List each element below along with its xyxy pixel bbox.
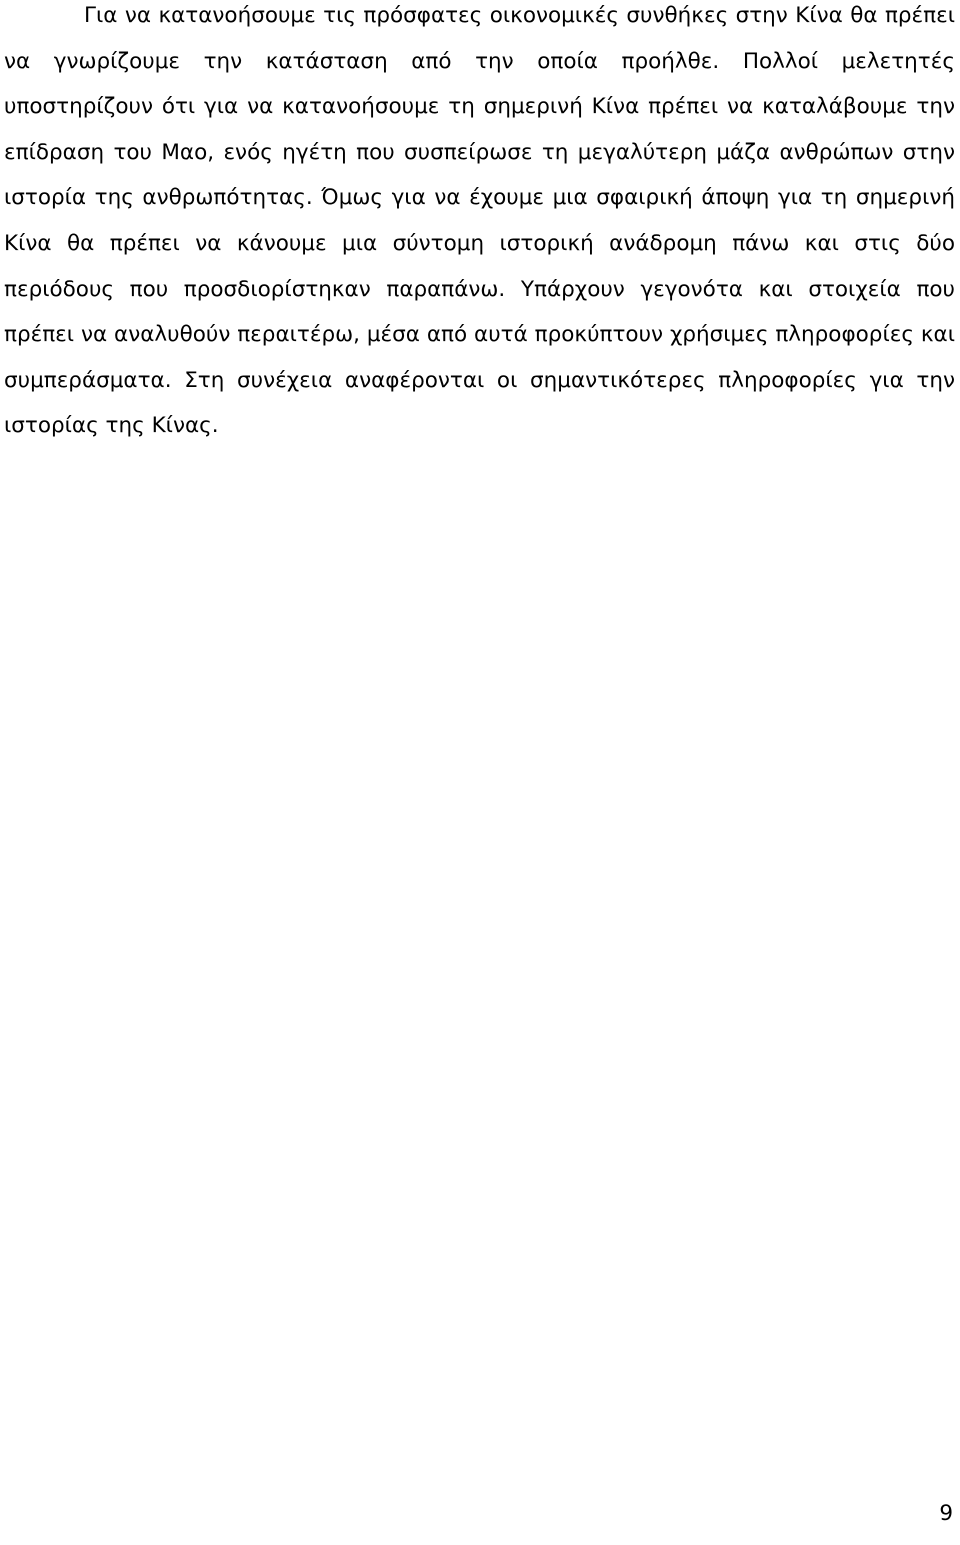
page-number: 9 [939, 1501, 953, 1526]
body-paragraph: Για να κατανοήσουμε τις πρόσφατες οικονομικές συνθήκες στην Κίνα θα πρέπει να γνωρίζουμε την κατάσταση από την οποία προήλθε. Πολλοί μελετητές υποστηρίζουν ότι για να κατανοήσουμε τη σημερινή Κίνα πρέπει να καταλάβουμε την επίδραση του Μαο, ενός ηγέτη που συσπείρωσε τη μεγαλύτερη μάζα ανθρώπων στην ιστορία της ανθρωπότητας. Όμως για να έχουμε μια σφαιρική άποψη για τη σημερινή Κίνα θα πρέπει να κάνουμε μια σύντομη ιστορική ανάδρομη πάνω και στις δύο περιόδους που προσδιορίστηκαν παραπάνω. Υπάρχουν γεγονότα και στοιχεία που πρέπει να αναλυθούν περαιτέρω, μέσα από αυτά προκύπτουν χρήσιμες πληροφορίες και συμπεράσματα. Στη συνέχεια αναφέρονται οι σημαντικότερες πληροφορίες για την ιστορίας της Κίνας. [4, 3, 955, 439]
